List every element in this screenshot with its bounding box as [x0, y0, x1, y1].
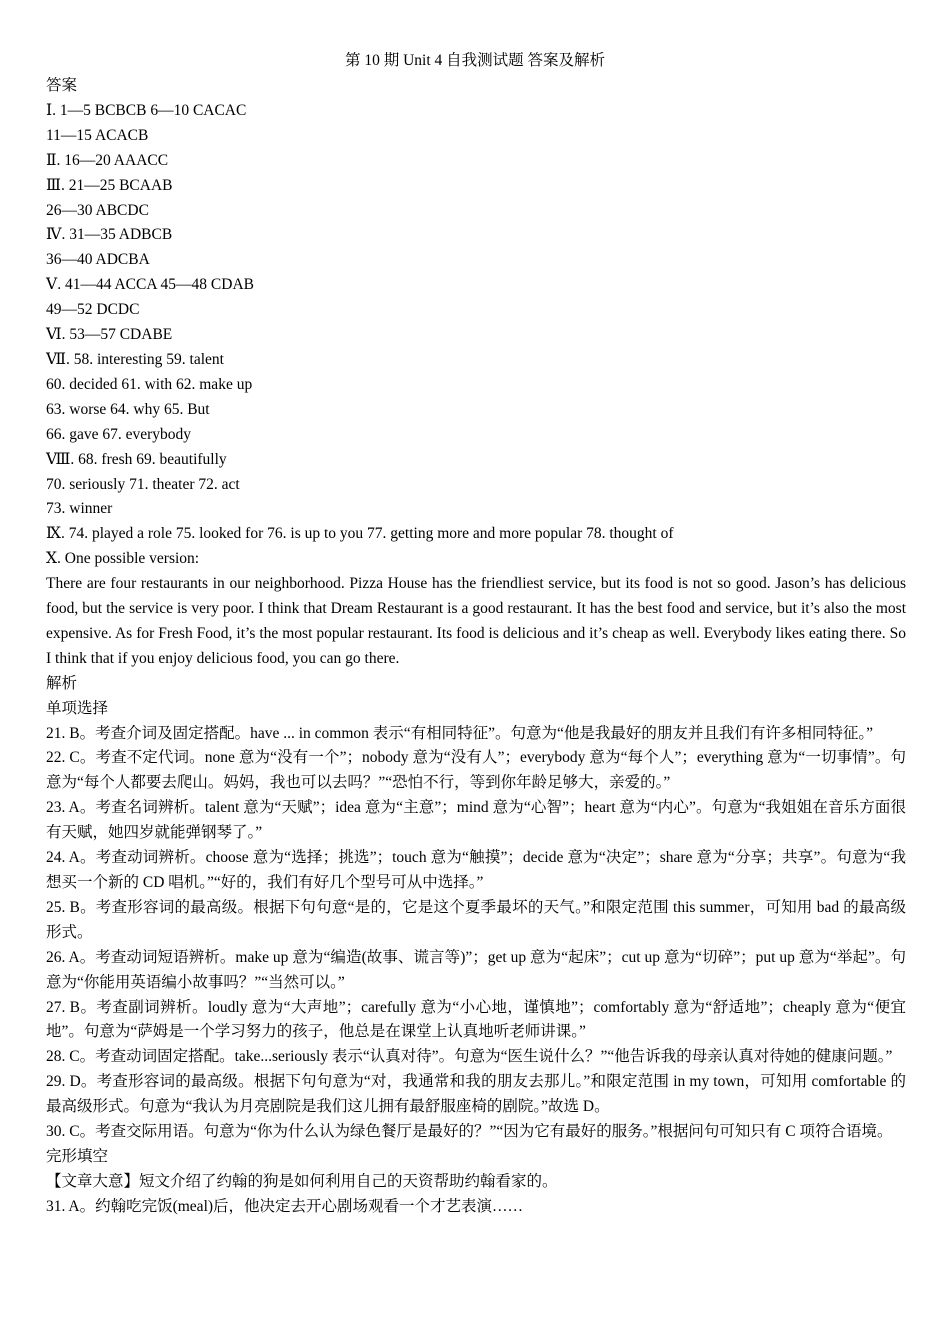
answers-heading: 答案 — [46, 77, 78, 94]
answer-line: 49—52 DCDC — [46, 301, 140, 319]
answer-line: 11—15 ACACB — [46, 126, 149, 144]
analysis-item: 23. A。考查名词辨析。talent 意为“天赋”；idea 意为“主意”；mind 意为“心智”；heart 意为“内心”。句意为“我姐姐在音乐方面很有天赋，她四岁就能弹钢琴了。” — [46, 799, 906, 842]
analysis-item: 31. A。约翰吃完饭(meal)后，他决定去开心剧场观看一个才艺表演…… — [46, 1197, 524, 1215]
answer-line: Ⅶ. 58. interesting 59. talent — [46, 350, 224, 368]
analysis-heading: 解析 — [46, 674, 78, 692]
analysis-item: 21. B。考查介词及固定搭配。have ... in common 表示“有相同特征”。句意为“他是我最好的朋友并且我们有许多相同特征。” — [46, 724, 874, 742]
analysis-item: 22. C。考查不定代词。none 意为“没有一个”；nobody 意为“没有人”；everybody 意为“每个人”；everything 意为“一切事情”。句意为“每个人都要去爬山。妈妈，我也可以去吗？”“恐怕不行，等到你年龄足够大，亲爱的。” — [46, 749, 906, 792]
answer-line: Ⅷ. 68. fresh 69. beautifully — [46, 450, 227, 468]
answer-line: 70. seriously 71. theater 72. act — [46, 475, 240, 493]
page-title: 第 10 期 Unit 4 自我测试题 答案及解析 — [344, 52, 606, 69]
section-heading-single-choice: 单项选择 — [46, 699, 109, 717]
answer-line: Ⅹ. One possible version: — [46, 550, 200, 568]
answer-line: Ⅵ. 53—57 CDABE — [46, 326, 173, 344]
analysis-item: 24. A。考查动词辨析。choose 意为“选择；挑选”；touch 意为“触摸”；decide 意为“决定”；share 意为“分享；共享”。句意为“我想买一个新的 CD 唱机。”“好的，我们有好几个型号可从中选择。” — [46, 849, 906, 891]
document-body — [46, 74, 906, 1220]
answer-line: Ⅳ. 31—35 ADBCB — [46, 226, 173, 244]
answer-line: 73. winner — [46, 500, 113, 518]
analysis-item: 29. D。考查形容词的最高级。根据下句句意为“对，我通常和我的朋友去那儿。”和限定范围 in my town，可知用 comfortable 的最高级形式。句意为“我认为月亮剧院是我们这儿拥有最舒服座椅的剧院。”故选 D。 — [46, 1073, 906, 1116]
composition-paragraph: There are four restaurants in our neighborhood. Pizza House has the friendliest service, but its food is not so good. Jason’s has delicious food, but the service is very poor. I think that Dream Restaurant is a good restaurant. It has the best food and service, but it’s also the most expensive. As for Fresh Food, it’s the most popular restaurant. Its food is delicious and it’s cheap as well. Everybody likes eating there. So I think that if you enjoy delicious food, you can go there. — [46, 575, 906, 667]
answer-line: 26—30 ABCDC — [46, 201, 149, 219]
answer-line: 66. gave 67. everybody — [46, 425, 192, 443]
analysis-item: 26. A。考查动词短语辨析。make up 意为“编造(故事、谎言等)”；get up 意为“起床”；cut up 意为“切碎”；put up 意为“举起”。句意为“你能用英语编小故事吗？”“当然可以。” — [46, 948, 906, 991]
answer-list — [46, 99, 906, 572]
answer-line: 36—40 ADCBA — [46, 251, 150, 269]
analysis-item: 28. C。考查动词固定搭配。take...seriously 表示“认真对待”。句意为“医生说什么？”“他告诉我的母亲认真对待她的健康问题。” — [46, 1048, 893, 1066]
answer-line: Ⅴ. 41—44 ACCA 45—48 CDAB — [46, 276, 254, 294]
analysis-item: 30. C。考查交际用语。句意为“你为什么认为绿色餐厅是最好的？”“因为它有最好的服务。”根据问句可知只有 C 项符合语境。 — [46, 1123, 893, 1141]
section-heading-cloze: 完形填空 — [46, 1147, 109, 1165]
answer-line: Ⅰ. 1—5 BCBCB 6—10 CACAC — [46, 101, 247, 119]
answer-line: Ⅸ. 74. played a role 75. looked for 76. is up to you 77. getting more and more popular 78. thought of — [46, 525, 674, 543]
answer-line: 60. decided 61. with 62. make up — [46, 375, 253, 393]
analysis-item: 27. B。考查副词辨析。loudly 意为“大声地”；carefully 意为“小心地，谨慎地”；comfortably 意为“舒适地”；cheaply 意为“便宜地”。句意为“萨姆是一个学习努力的孩子，他总是在课堂上认真地听老师讲课。” — [46, 998, 906, 1041]
analysis-list — [46, 722, 906, 1145]
answer-line: Ⅱ. 16—20 AAACC — [46, 151, 169, 169]
analysis-item: 25. B。考查形容词的最高级。根据下句句意“是的，它是这个夏季最坏的天气。”和限定范围 this summer，可知用 bad 的最高级形式。 — [46, 898, 906, 941]
answer-line: 63. worse 64. why 65. But — [46, 400, 210, 418]
passage-summary: 【文章大意】短文介绍了约翰的狗是如何利用自己的天资帮助约翰看家的。 — [46, 1172, 558, 1190]
answer-line: Ⅲ. 21—25 BCAAB — [46, 176, 173, 194]
